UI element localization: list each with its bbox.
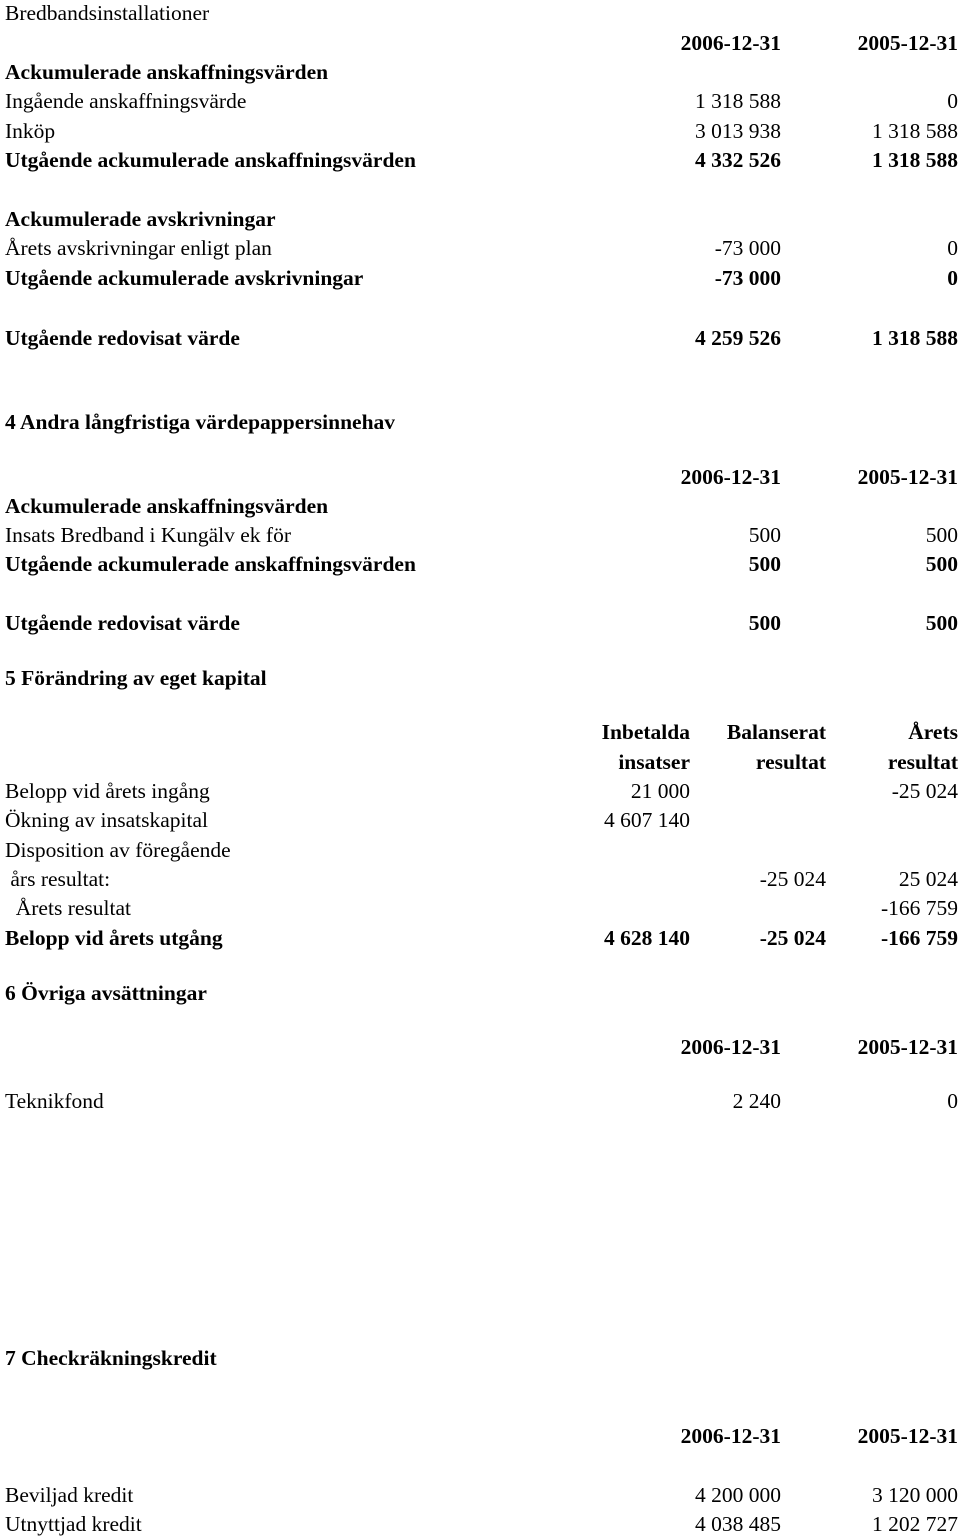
row-value-2005: 0 xyxy=(947,89,958,113)
row-label: Ingående anskaffningsvärde xyxy=(5,89,247,113)
book-value-2005: 1 318 588 xyxy=(872,326,958,350)
row-value-inbetalda: 21 000 xyxy=(630,779,690,803)
row-value-2006: 4 038 485 xyxy=(695,1512,781,1536)
total-row-value-2005: 0 xyxy=(947,266,958,290)
row-value-2006: 3 013 938 xyxy=(695,119,781,143)
column-header-balanserat: Balanserat xyxy=(726,720,826,744)
column-header-2006: 2006-12-31 xyxy=(680,465,781,489)
book-value-2006: 4 259 526 xyxy=(695,326,781,350)
column-header-2006: 2006-12-31 xyxy=(680,31,781,55)
subsection-heading: Ackumulerade anskaffningsvärden xyxy=(5,494,329,518)
row-label: Årets avskrivningar enligt plan xyxy=(5,236,272,260)
column-header-2006: 2006-12-31 xyxy=(680,1424,781,1448)
section-title: 6 Övriga avsättningar xyxy=(5,981,207,1005)
section-title: 5 Förändring av eget kapital xyxy=(5,666,267,690)
row-value-2006: -73 000 xyxy=(714,236,781,260)
total-row-value-arets: -166 759 xyxy=(880,926,958,950)
row-label: Teknikfond xyxy=(5,1089,104,1113)
column-header-2005: 2005-12-31 xyxy=(857,1424,958,1448)
column-header-arets: Årets xyxy=(908,720,958,744)
total-row-label: Utgående ackumulerade avskrivningar xyxy=(5,266,364,290)
row-label: Disposition av föregående xyxy=(5,838,231,862)
total-row-value-inbetalda: 4 628 140 xyxy=(604,926,690,950)
row-value-2005: 0 xyxy=(947,236,958,260)
row-label: Insats Bredband i Kungälv ek för xyxy=(5,523,291,547)
row-value-2005: 0 xyxy=(947,1089,958,1113)
row-label: Belopp vid årets ingång xyxy=(5,779,210,803)
book-value-label: Utgående redovisat värde xyxy=(5,326,240,350)
row-value-arets: -166 759 xyxy=(880,896,958,920)
column-header-2005: 2005-12-31 xyxy=(857,31,958,55)
row-label: Årets resultat xyxy=(5,896,131,920)
row-value-2005: 1 202 727 xyxy=(872,1512,958,1536)
column-header-insatser: insatser xyxy=(618,750,690,774)
row-label: Beviljad kredit xyxy=(5,1483,134,1507)
row-value-2006: 2 240 xyxy=(732,1089,781,1113)
total-row-label: Belopp vid årets utgång xyxy=(5,926,223,950)
section-title: 7 Checkräkningskredit xyxy=(5,1346,217,1370)
row-value-2005: 500 xyxy=(925,523,958,547)
book-value-label: Utgående redovisat värde xyxy=(5,611,240,635)
row-value-balanserat: -25 024 xyxy=(759,867,826,891)
total-row-label: Utgående ackumulerade anskaffningsvärden xyxy=(5,148,416,172)
column-header-inbetalda: Inbetalda xyxy=(601,720,690,744)
row-value-2005: 3 120 000 xyxy=(872,1483,958,1507)
total-row-value-2006: -73 000 xyxy=(714,266,781,290)
row-value-2006: 1 318 588 xyxy=(695,89,781,113)
column-header-resultat: resultat xyxy=(755,750,826,774)
row-label: års resultat: xyxy=(5,867,111,891)
column-header-2005: 2005-12-31 xyxy=(857,1035,958,1059)
row-label: Inköp xyxy=(5,119,56,143)
section-header: Bredbandsinstallationer xyxy=(5,1,210,25)
book-value-2005: 500 xyxy=(925,611,958,635)
row-value-2006: 4 200 000 xyxy=(695,1483,781,1507)
column-header-2005: 2005-12-31 xyxy=(857,465,958,489)
book-value-2006: 500 xyxy=(748,611,781,635)
row-value-2006: 500 xyxy=(748,523,781,547)
column-header-resultat: resultat xyxy=(887,750,958,774)
row-label: Utnyttjad kredit xyxy=(5,1512,142,1536)
total-row-value-2006: 500 xyxy=(748,552,781,576)
row-label: Ökning av insatskapital xyxy=(5,808,209,832)
row-value-arets: 25 024 xyxy=(898,867,958,891)
subsection-heading: Ackumulerade avskrivningar xyxy=(5,207,276,231)
section-title: 4 Andra långfristiga värdepappersinnehav xyxy=(5,410,396,434)
row-value-arets: -25 024 xyxy=(891,779,958,803)
row-value-inbetalda: 4 607 140 xyxy=(604,808,690,832)
total-row-value-2005: 1 318 588 xyxy=(872,148,958,172)
column-header-2006: 2006-12-31 xyxy=(680,1035,781,1059)
row-value-2005: 1 318 588 xyxy=(872,119,958,143)
total-row-value-balanserat: -25 024 xyxy=(759,926,826,950)
subsection-heading: Ackumulerade anskaffningsvärden xyxy=(5,60,329,84)
total-row-value-2005: 500 xyxy=(925,552,958,576)
total-row-value-2006: 4 332 526 xyxy=(695,148,781,172)
total-row-label: Utgående ackumulerade anskaffningsvärden xyxy=(5,552,416,576)
